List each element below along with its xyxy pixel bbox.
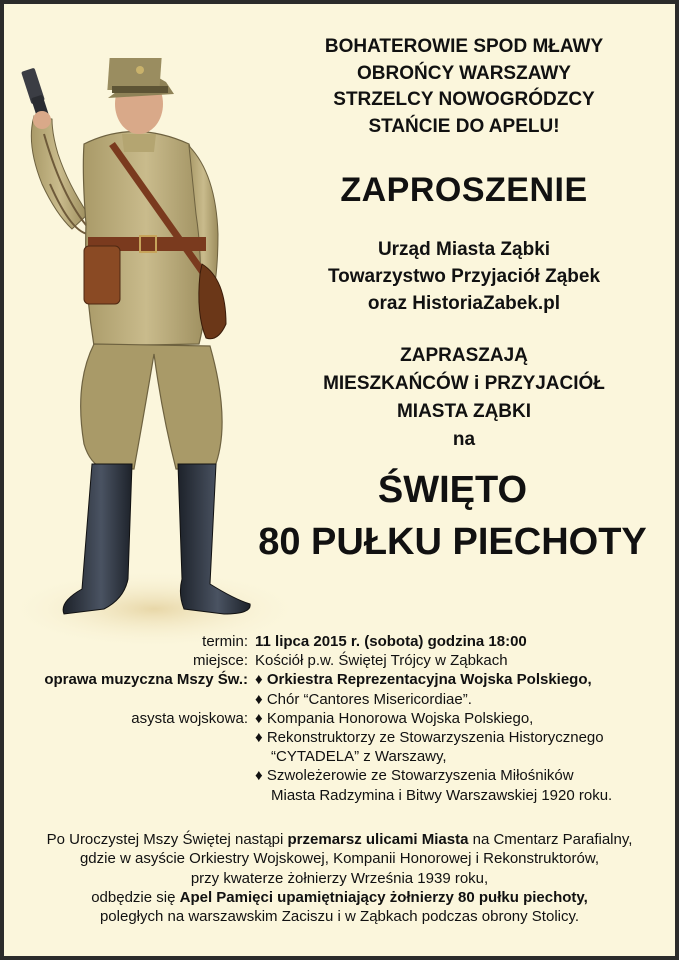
invite-line: na bbox=[452, 429, 476, 450]
slogan-line: BOHATEROWIE SPOD MŁAWY bbox=[324, 36, 604, 57]
detail-row-asysta-3 bbox=[4, 747, 675, 766]
organizers bbox=[254, 236, 674, 317]
detail-value: Kościół p.w. Świętej Trójcy w Ząbkach bbox=[255, 652, 508, 670]
detail-row-oprawa-2 bbox=[4, 690, 675, 709]
detail-row-termin bbox=[4, 632, 675, 651]
closing-bold: przemarsz ulicami Miasta bbox=[287, 831, 469, 848]
detail-value: ♦ Orkiestra Reprezentacyjna Wojska Polskiego, bbox=[255, 671, 592, 689]
invite-line: ZAPRASZAJĄ bbox=[400, 345, 528, 366]
slogan-line: STRZELCY NOWOGRÓDZCY bbox=[333, 89, 595, 110]
detail-row-asysta-2 bbox=[4, 728, 675, 747]
invitation-title: ZAPROSZENIE bbox=[340, 171, 588, 209]
closing-line: gdzie w asyście Orkiestry Wojskowej, Kompanii Honorowej i Rekonstruktorów, bbox=[79, 850, 600, 868]
invite-lines bbox=[254, 342, 674, 454]
organizer-line: Urząd Miasta Ząbki bbox=[377, 239, 551, 260]
poster bbox=[4, 4, 675, 956]
detail-value: “CYTADELA” z Warszawy, bbox=[271, 748, 447, 766]
detail-label: oprawa muzyczna Mszy Św.: bbox=[44, 671, 248, 689]
detail-row-asysta-5 bbox=[4, 786, 675, 805]
detail-row-miejsce bbox=[4, 651, 675, 670]
detail-label: asysta wojskowa: bbox=[131, 709, 248, 727]
closing-text: na Cmentarz Parafialny, bbox=[468, 831, 633, 848]
slogan-line: OBROŃCY WARSZAWY bbox=[357, 62, 571, 84]
closing-line bbox=[4, 888, 675, 907]
event-details bbox=[4, 632, 675, 805]
detail-value: Miasta Radzymina i Bitwy Warszawskiej 1920 roku. bbox=[271, 786, 613, 804]
detail-value: ♦ Chór “Cantores Misericordiae”. bbox=[255, 690, 472, 708]
closing-paragraph bbox=[4, 830, 675, 926]
closing-line bbox=[4, 830, 675, 849]
detail-label: termin: bbox=[202, 633, 248, 650]
detail-row-asysta bbox=[4, 709, 675, 728]
closing-line: przy kwaterze żołnierzy Września 1939 roku, bbox=[190, 869, 489, 887]
detail-label: miejsce: bbox=[192, 652, 248, 670]
slogan-line: STAŃCIE DO APELU! bbox=[368, 115, 560, 137]
organizer-line: Towarzystwo Przyjaciół Ząbek bbox=[327, 266, 601, 287]
detail-value: ♦ Rekonstruktorzy ze Stowarzyszenia Historycznego bbox=[255, 728, 604, 746]
detail-value: ♦ Kompania Honorowa Wojska Polskiego, bbox=[255, 709, 534, 727]
closing-text: odbędzie się bbox=[91, 888, 180, 906]
closing-bold: Apel Pamięci upamiętniający żołnierzy 80 pułku piechoty, bbox=[179, 888, 588, 906]
detail-row-asysta-4 bbox=[4, 766, 675, 785]
invite-line: MIASTA ZĄBKI bbox=[396, 401, 532, 422]
event-title-line: ŚWIĘTO bbox=[377, 469, 528, 511]
detail-value: ♦ Szwoleżerowie ze Stowarzyszenia Miłośników bbox=[255, 767, 574, 785]
detail-value: 11 lipca 2015 r. (sobota) godzina 18:00 bbox=[255, 633, 527, 650]
invite-line: MIESZKAŃCÓW i PRZYJACIÓŁ bbox=[323, 373, 605, 394]
detail-row-oprawa bbox=[4, 670, 675, 689]
event-title bbox=[230, 464, 675, 568]
event-title-line: 80 PUŁKU PIECHOTY bbox=[258, 521, 647, 563]
closing-line: poległych na warszawskim Zaciszu i w Ząbkach podczas obrony Stolicy. bbox=[99, 908, 580, 926]
organizer-line: oraz HistoriaZabek.pl bbox=[367, 293, 561, 314]
closing-text: Po Uroczystej Mszy Świętej nastąpi bbox=[46, 831, 288, 848]
slogan bbox=[254, 34, 674, 140]
